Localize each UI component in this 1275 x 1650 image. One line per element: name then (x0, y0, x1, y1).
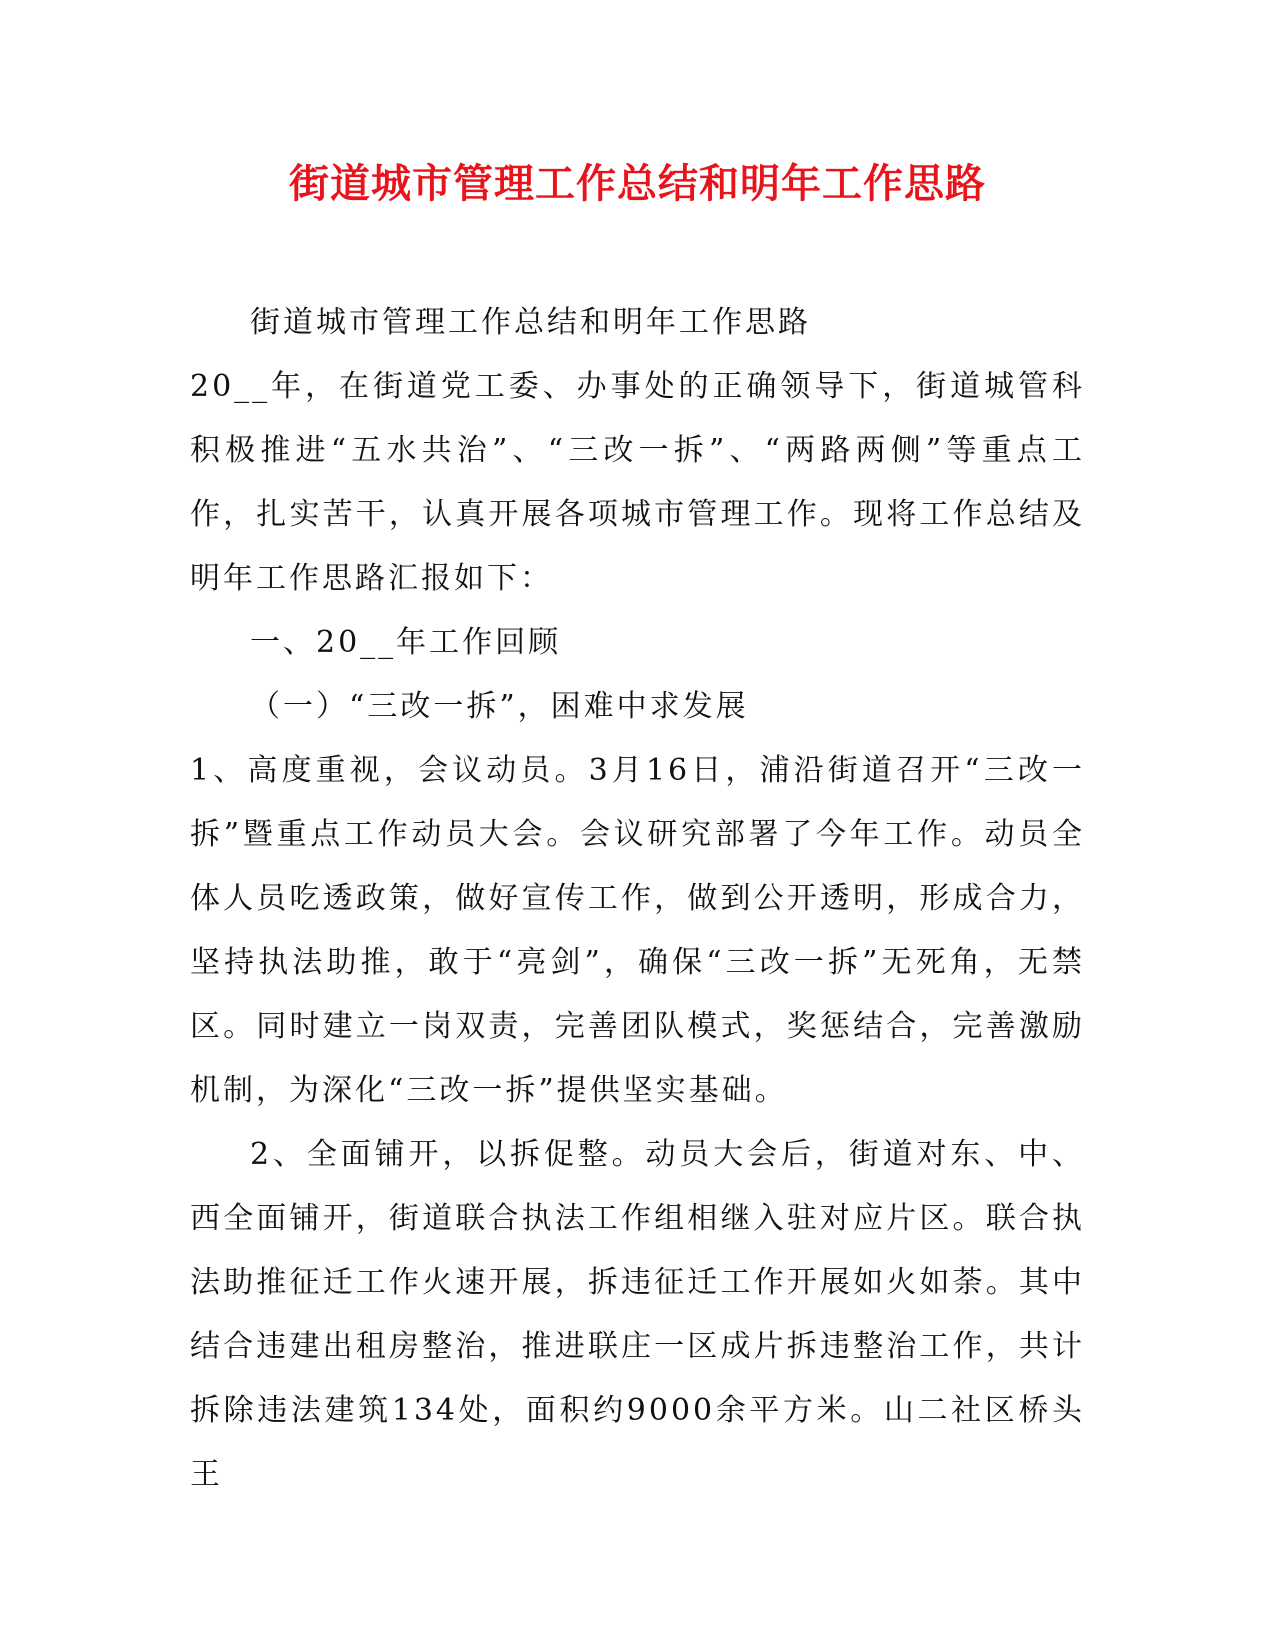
paragraph-item-1: 1、高度重视，会议动员。3月16日，浦沿街道召开“三改一拆”暨重点工作动员大会。会议研究部署了今年工作。动员全体人员吃透政策，做好宣传工作，做到公开透明，形成合力，坚持执法助推，敢于“亮剑”，确保“三改一拆”无死角，无禁区。同时建立一岗双责，完善团队模式，奖惩结合，完善激励机制，为深化“三改一拆”提供坚实基础。 (190, 753, 1085, 1108)
heading-section-1: 一、20__年工作回顾 (250, 625, 562, 660)
heading-subsection-1: （一）“三改一拆”，困难中求发展 (250, 689, 749, 724)
document-body (190, 291, 1085, 1507)
document-title: 街道城市管理工作总结和明年工作思路 (289, 161, 986, 207)
paragraph-subtitle: 街道城市管理工作总结和明年工作思路 (250, 305, 811, 340)
paragraph-intro: 20__年，在街道党工委、办事处的正确领导下，街道城管科积极推进“五水共治”、“三改一拆”、“两路两侧”等重点工作，扎实苦干，认真开展各项城市管理工作。现将工作总结及明年工作思路汇报如下： (190, 369, 1085, 596)
paragraph-item-2: 2、全面铺开，以拆促整。动员大会后，街道对东、中、西全面铺开，街道联合执法工作组相继入驻对应片区。联合执法助推征迁工作火速开展，拆违征迁工作开展如火如荼。其中结合违建出租房整治，推进联庄一区成片拆违整治工作，共计拆除违法建筑134处，面积约9000余平方米。山二社区桥头王 (190, 1137, 1085, 1492)
